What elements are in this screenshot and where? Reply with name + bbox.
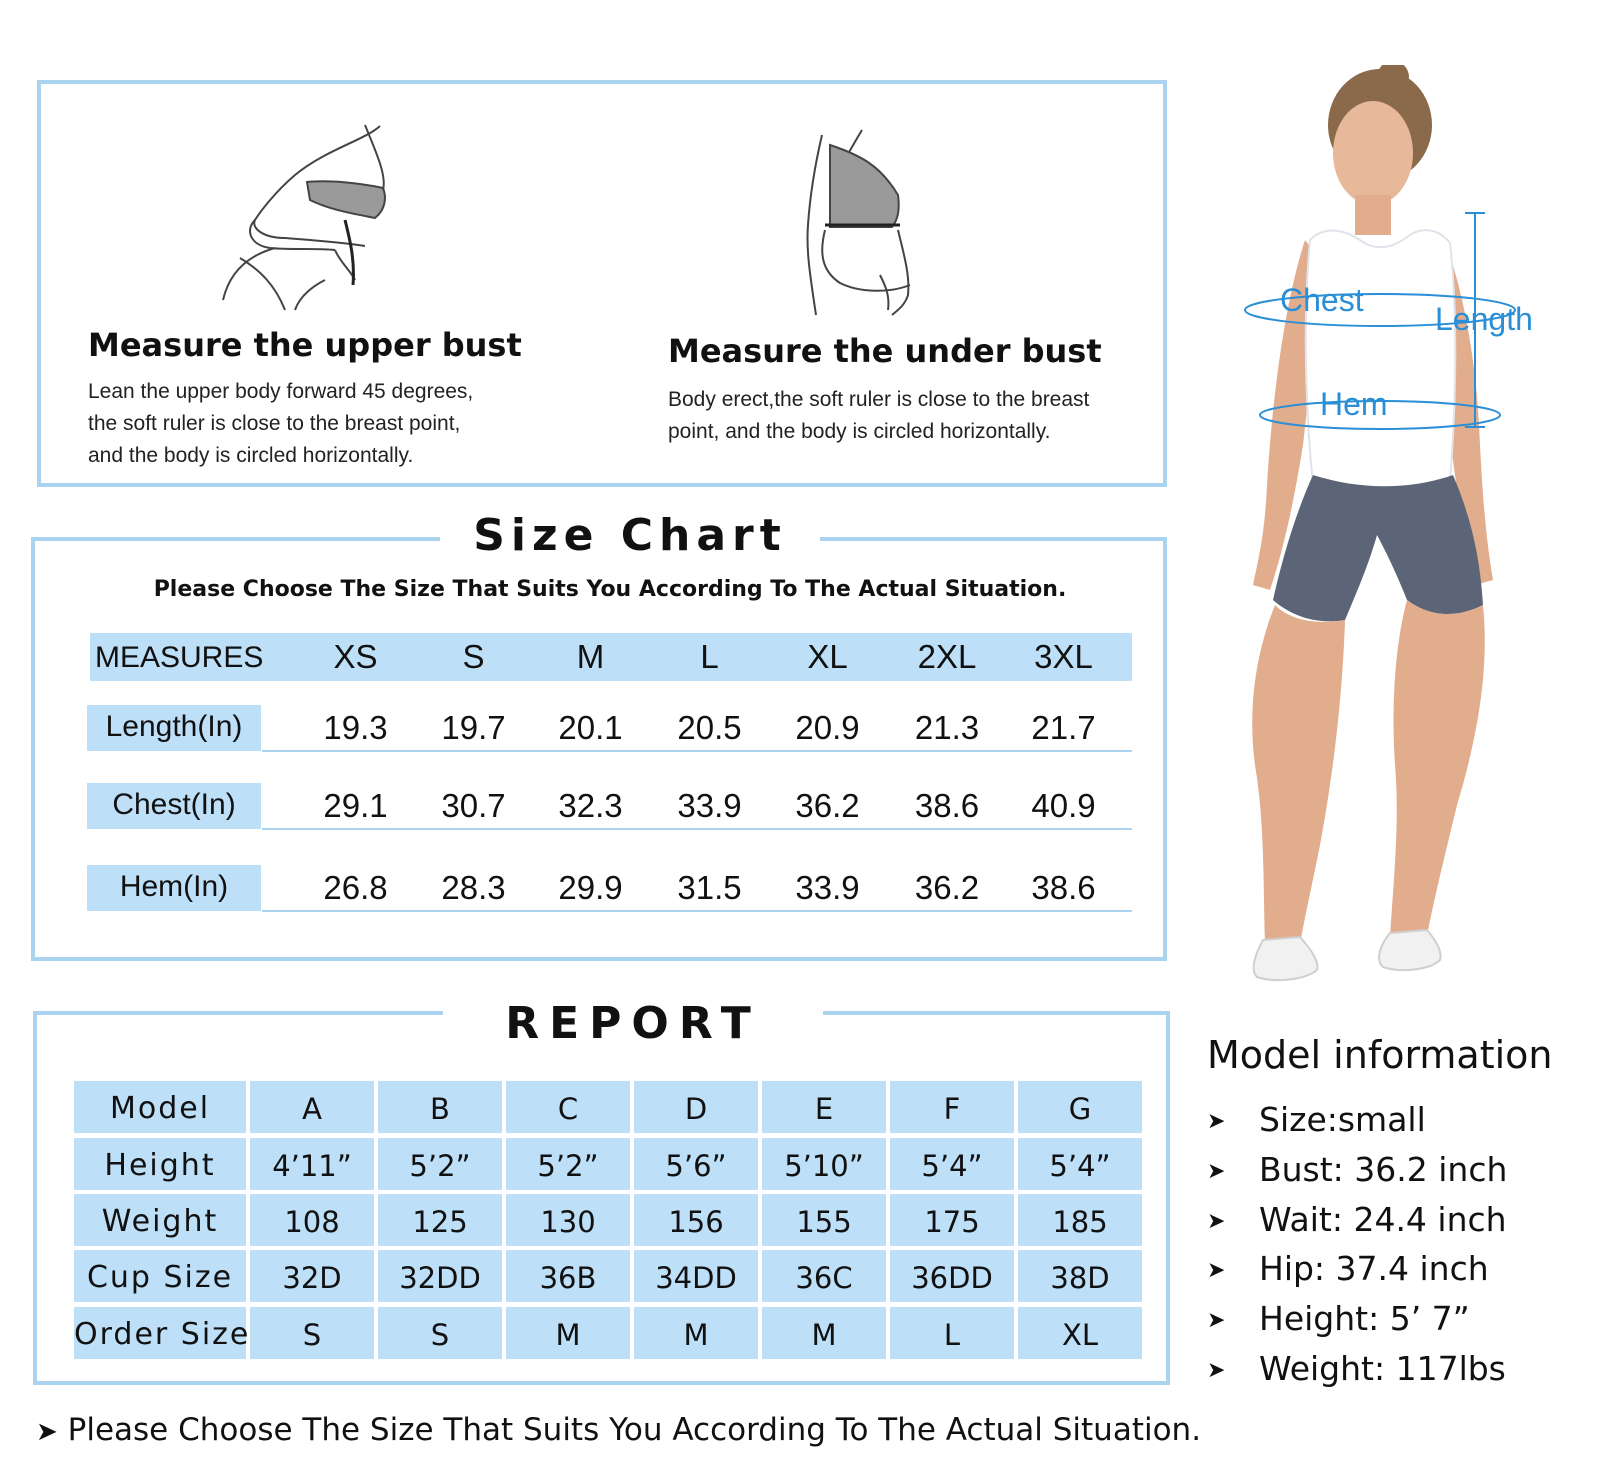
report-header-model-letter: B [378,1081,502,1133]
report-cell: 32D [250,1250,374,1302]
bullet-arrow-icon: ➤ [1207,1308,1226,1333]
model-info-item: ➤ Height: 5’ 7” [1207,1299,1470,1338]
report-header-model-letter: F [890,1081,1014,1133]
report-row-label: Cup Size [74,1250,246,1302]
model-info-item: ➤ Bust: 36.2 inch [1207,1150,1508,1189]
size-chart-cell: 21.3 [914,709,980,746]
model-info-item: ➤ Weight: 117lbs [1207,1349,1506,1388]
under-bust-title: Measure the under bust [668,332,1102,370]
report-cell: 36DD [890,1250,1014,1302]
upper-bust-illustration [215,120,415,315]
size-chart-header-size: XL [807,638,848,675]
report-cell: 4’11” [250,1138,374,1190]
size-chart-title: Size Chart [440,510,820,561]
size-chart-cell: 31.5 [677,869,742,906]
model-photo [1195,65,1595,1010]
bullet-arrow-icon: ➤ [1207,1258,1226,1283]
size-chart-cell: 26.8 [323,869,388,906]
report-cell: M [506,1307,630,1359]
model-info-item: ➤ Wait: 24.4 inch [1207,1200,1507,1239]
size-chart-cell: 19.3 [323,709,388,746]
report-header-model-letter: A [250,1081,374,1133]
size-chart-row-divider [262,910,1132,912]
report-cell: 108 [250,1194,374,1246]
report-header-model-letter: G [1018,1081,1142,1133]
size-chart-row-label: Chest(In) [87,783,261,829]
hem-label: Hem [1320,386,1388,422]
report-cell: M [762,1307,886,1359]
size-chart-row-label: Length(In) [87,705,261,751]
size-chart-cell: 29.1 [323,787,388,824]
report-cell: S [378,1307,502,1359]
report-cell: 125 [378,1194,502,1246]
size-chart-header-size: M [576,638,605,675]
model-info-item: ➤ Hip: 37.4 inch [1207,1249,1489,1288]
size-chart-header-size: S [462,638,485,675]
report-cell: 38D [1018,1250,1142,1302]
report-row-label: Order Size [74,1307,246,1359]
bullet-arrow-icon: ➤ [1207,1358,1226,1383]
chest-label: Chest [1280,282,1364,318]
size-chart-header-size: L [700,638,719,675]
report-cell: S [250,1307,374,1359]
bullet-arrow-icon: ➤ [1207,1159,1226,1184]
report-cell: 5’4” [890,1138,1014,1190]
size-chart-cell: 32.3 [558,787,623,824]
report-cell: 156 [634,1194,758,1246]
size-chart-cell: 33.9 [677,787,742,824]
size-chart-header-size: 2XL [917,638,977,675]
report-cell: 5’2” [506,1138,630,1190]
size-chart-cell: 40.9 [1031,787,1096,824]
report-header-model-letter: E [762,1081,886,1133]
footer-note: ➤ Please Choose The Size That Suits You According To The Actual Situation. [36,1412,1202,1448]
report-cell: 32DD [378,1250,502,1302]
report-cell: M [634,1307,758,1359]
report-cell: 175 [890,1194,1014,1246]
bullet-arrow-icon: ➤ [1207,1109,1226,1134]
report-title: REPORT [443,998,823,1049]
size-chart-cell: 28.3 [441,869,506,906]
size-chart-header-size: XS [333,638,378,675]
size-chart-row-divider [262,828,1132,830]
report-header-model-letter: C [506,1081,630,1133]
size-chart-cell: 38.6 [1031,869,1096,906]
size-chart-subtitle: Please Choose The Size That Suits You According To The Actual Situation. [153,577,1067,602]
report-cell: 185 [1018,1194,1142,1246]
size-chart-row-label: Hem(In) [87,865,261,911]
report-cell: 36B [506,1250,630,1302]
model-info-item: ➤ Size:small [1207,1100,1426,1139]
size-chart-cell: 29.9 [558,869,623,906]
size-chart-cell: 36.2 [795,787,860,824]
report-cell: 5’6” [634,1138,758,1190]
under-bust-illustration [780,125,950,320]
report-cell: 130 [506,1194,630,1246]
size-chart-header-measures: MEASURES [95,641,264,674]
report-cell: L [890,1307,1014,1359]
size-chart-cell: 33.9 [795,869,860,906]
bullet-arrow-icon: ➤ [1207,1209,1226,1234]
report-cell: 34DD [634,1250,758,1302]
report-cell: 5’4” [1018,1138,1142,1190]
size-chart-cell: 20.5 [677,709,742,746]
report-cell: 5’10” [762,1138,886,1190]
report-header-model: Model [74,1081,246,1133]
report-header-model-letter: D [634,1081,758,1133]
size-chart-row-divider [262,750,1132,752]
size-chart-cell: 20.1 [558,709,623,746]
size-chart-cell: 19.7 [441,709,506,746]
report-cell: 5’2” [378,1138,502,1190]
under-bust-description: Body erect,the soft ruler is close to the breast point, and the body is circled horizontally. [668,388,1090,443]
report-row-label: Height [74,1138,246,1190]
report-cell: XL [1018,1307,1142,1359]
upper-bust-description: Lean the upper body forward 45 degrees, the soft ruler is close to the breast point, and the body is circled horizontally. [88,380,474,467]
size-chart-cell: 38.6 [914,787,980,824]
report-row-label: Weight [74,1194,246,1246]
arrow-icon: ➤ [36,1417,58,1447]
size-chart-header-size: 3XL [1034,638,1093,675]
report-cell: 155 [762,1194,886,1246]
size-chart-cell: 20.9 [795,709,860,746]
size-chart-cell: 21.7 [1031,709,1096,746]
size-chart-cell: 36.2 [914,869,980,906]
length-label: Length [1435,301,1533,337]
size-chart-cell: 30.7 [441,787,506,824]
report-cell: 36C [762,1250,886,1302]
model-info-title: Model information [1207,1033,1553,1077]
upper-bust-title: Measure the upper bust [88,326,522,364]
